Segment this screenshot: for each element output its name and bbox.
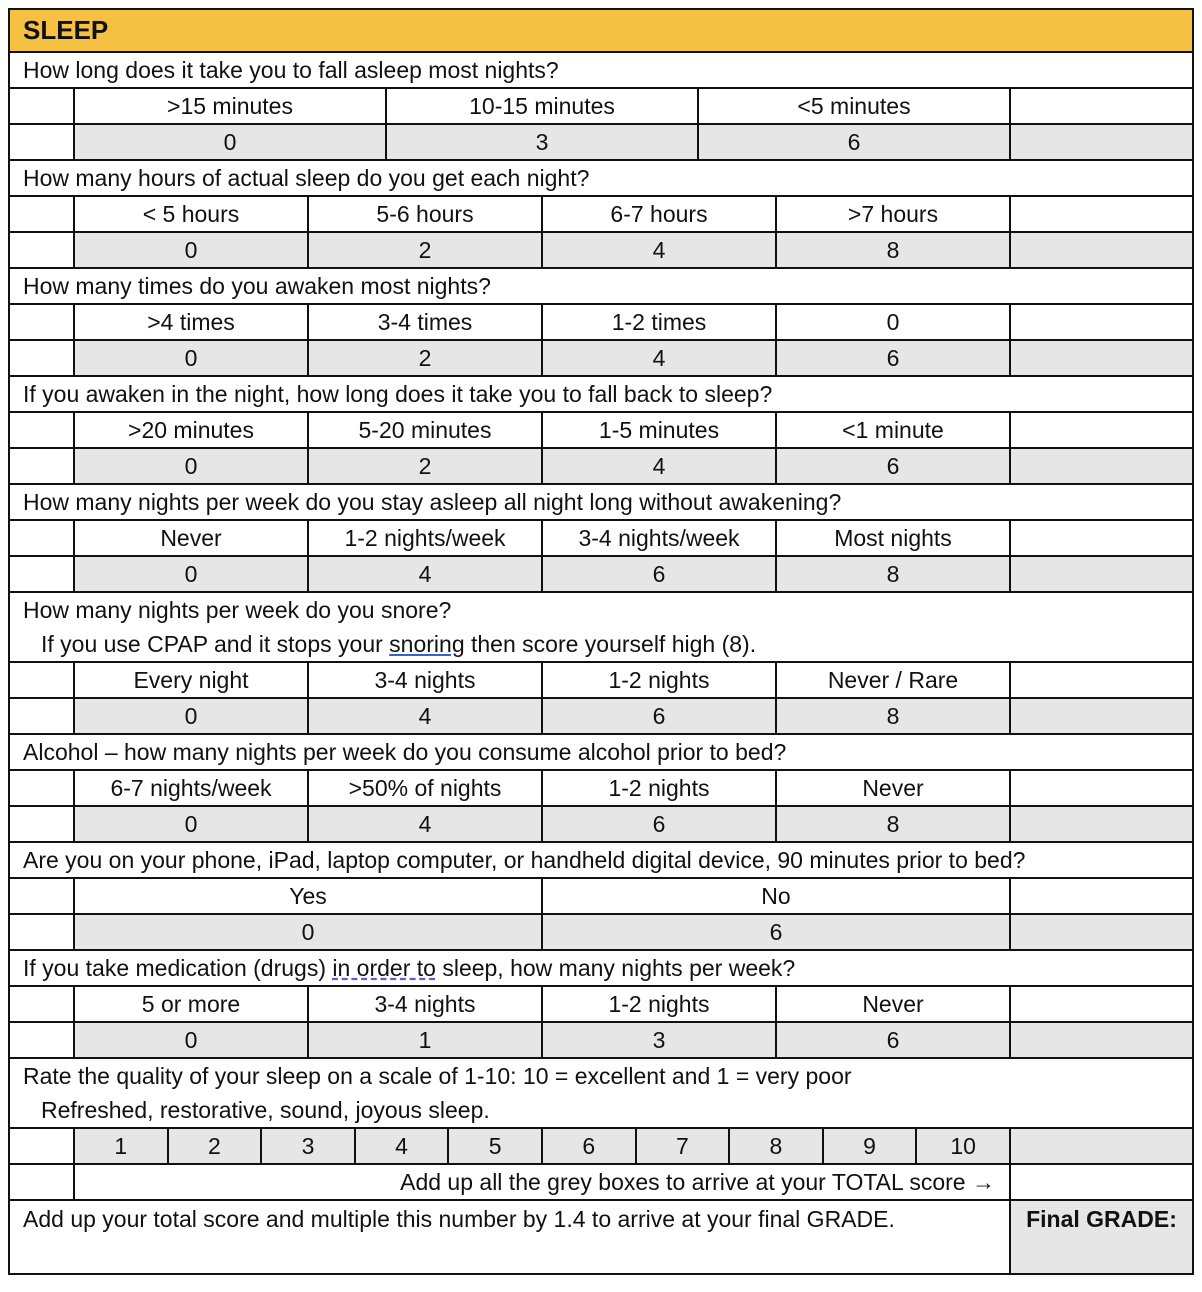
- options-group: [73, 521, 1009, 555]
- score-cell[interactable]: 0: [75, 807, 307, 841]
- spacer-cell: [10, 879, 73, 913]
- questions-container: [10, 51, 1192, 1163]
- options-row: [10, 769, 1192, 805]
- note-text-part: If you use CPAP and it stops your: [41, 631, 390, 657]
- score-cell[interactable]: 0: [75, 699, 307, 733]
- answer-option[interactable]: 6-7 hours: [541, 197, 775, 231]
- final-grade-row: [10, 1199, 1192, 1273]
- options-row: [10, 195, 1192, 231]
- total-score-input[interactable]: [1009, 1165, 1192, 1199]
- rating-option[interactable]: 5: [447, 1129, 541, 1163]
- options-group: [73, 879, 1009, 913]
- answer-option[interactable]: 0: [775, 305, 1009, 339]
- score-cell[interactable]: 6: [541, 915, 1009, 949]
- options-group: [73, 305, 1009, 339]
- score-cell[interactable]: 1: [307, 1023, 541, 1057]
- options-group: [73, 987, 1009, 1021]
- scores-row: [10, 231, 1192, 267]
- spacer-cell: [10, 413, 73, 447]
- score-cell[interactable]: 0: [75, 341, 307, 375]
- question-row: [10, 51, 1192, 87]
- score-entry-cell[interactable]: [1009, 699, 1192, 733]
- score-cell[interactable]: 0: [75, 449, 307, 483]
- rating-option[interactable]: 6: [541, 1129, 635, 1163]
- question-note: Refreshed, restorative, sound, joyous sleep.: [41, 1097, 490, 1123]
- answer-option[interactable]: Never: [775, 771, 1009, 805]
- spacer-cell: [10, 1023, 73, 1057]
- score-cell[interactable]: 6: [775, 449, 1009, 483]
- answer-option[interactable]: >50% of nights: [307, 771, 541, 805]
- question-text: Are you on your phone, iPad, laptop computer, or handheld digital device, 90 minutes prior to bed?: [23, 847, 1026, 873]
- scores-group: [73, 1023, 1009, 1057]
- score-cell[interactable]: 3: [385, 125, 697, 159]
- answer-option[interactable]: Never / Rare: [775, 663, 1009, 697]
- score-cell[interactable]: 6: [541, 807, 775, 841]
- answer-option[interactable]: 5-6 hours: [307, 197, 541, 231]
- answer-option[interactable]: 1-2 nights: [541, 771, 775, 805]
- score-cell[interactable]: 0: [75, 1023, 307, 1057]
- section-header-row: [10, 10, 1192, 51]
- score-cell[interactable]: 0: [75, 125, 385, 159]
- rating-option[interactable]: 4: [354, 1129, 448, 1163]
- grammar-underlined-text: in order to: [332, 955, 436, 981]
- answer-option[interactable]: 5 or more: [141, 991, 241, 1017]
- score-cell[interactable]: 6: [775, 1023, 1009, 1057]
- answer-option[interactable]: 6-7 nights/week: [110, 775, 272, 801]
- options-group: [73, 89, 1009, 123]
- question-row: [10, 591, 1192, 627]
- question-text: How many hours of actual sleep do you get each night?: [23, 165, 590, 191]
- answer-option[interactable]: 3-4 times: [307, 305, 541, 339]
- question-row: [10, 159, 1192, 195]
- score-entry-cell[interactable]: [1009, 557, 1192, 591]
- spacer-cell: [10, 915, 73, 949]
- spacer-cell: [10, 699, 73, 733]
- answer-option[interactable]: 1-2 nights/week: [307, 521, 541, 555]
- total-spacer-cell: [10, 1165, 73, 1199]
- score-cell[interactable]: 3: [541, 1023, 775, 1057]
- answer-entry-cell[interactable]: [1009, 879, 1192, 913]
- spellcheck-underlined-text: snoring: [389, 631, 465, 657]
- section-title: SLEEP: [10, 10, 1192, 51]
- scores-group: [73, 557, 1009, 591]
- score-entry-cell[interactable]: [1009, 449, 1192, 483]
- answer-option[interactable]: >15 minutes: [167, 93, 293, 119]
- score-entry-cell[interactable]: [1009, 1023, 1192, 1057]
- score-cell[interactable]: 4: [541, 449, 775, 483]
- options-row: [10, 519, 1192, 555]
- spacer-cell: [10, 305, 73, 339]
- spacer-cell: [10, 341, 73, 375]
- answer-option[interactable]: Never: [775, 987, 1009, 1021]
- question-row: [10, 375, 1192, 411]
- score-cell[interactable]: 6: [541, 699, 775, 733]
- scores-row: [10, 339, 1192, 375]
- score-entry-cell[interactable]: [1009, 807, 1192, 841]
- score-entry-cell[interactable]: [1009, 125, 1192, 159]
- question-row: [10, 1057, 1192, 1093]
- sleep-scoring-table: [8, 8, 1194, 1275]
- answer-entry-cell[interactable]: [1009, 89, 1192, 123]
- spacer-cell: [10, 987, 73, 1021]
- rating-option[interactable]: 2: [167, 1129, 261, 1163]
- question-row: [10, 841, 1192, 877]
- spacer-cell: [10, 521, 73, 555]
- spacer-cell: [10, 89, 73, 123]
- final-grade-label: Final GRADE:: [1026, 1206, 1177, 1232]
- answer-option[interactable]: 3-4 nights: [307, 987, 541, 1021]
- spacer-cell: [10, 197, 73, 231]
- answer-option[interactable]: < 5 hours: [142, 201, 240, 227]
- note-text-part: then score yourself high (8).: [464, 631, 757, 657]
- score-entry-cell[interactable]: [1009, 341, 1192, 375]
- rating-option[interactable]: 9: [822, 1129, 916, 1163]
- rating-option[interactable]: 3: [260, 1129, 354, 1163]
- question-text: If you awaken in the night, how long does it take you to fall back to sleep?: [23, 381, 773, 407]
- question-text-part: If you take medication (drugs): [23, 955, 333, 981]
- options-group: [73, 197, 1009, 231]
- answer-option[interactable]: <5 minutes: [697, 89, 1009, 123]
- score-cell[interactable]: 8: [775, 807, 1009, 841]
- spacer-cell: [10, 125, 73, 159]
- options-row: [10, 411, 1192, 447]
- scores-row: [10, 123, 1192, 159]
- scores-group: [73, 807, 1009, 841]
- answer-entry-cell[interactable]: [1009, 987, 1192, 1021]
- question-note-row: [10, 1093, 1192, 1127]
- score-cell[interactable]: 4: [307, 699, 541, 733]
- scores-row: [10, 1021, 1192, 1057]
- answer-option[interactable]: Every night: [133, 667, 249, 693]
- score-cell[interactable]: 2: [307, 233, 541, 267]
- rating-entry-cell[interactable]: [1009, 1129, 1192, 1163]
- answer-option[interactable]: >7 hours: [775, 197, 1009, 231]
- rating-scale-row: [10, 1127, 1192, 1163]
- answer-option[interactable]: 1-2 times: [541, 305, 775, 339]
- answer-entry-cell[interactable]: [1009, 663, 1192, 697]
- answer-option[interactable]: >20 minutes: [128, 417, 254, 443]
- answer-entry-cell[interactable]: [1009, 413, 1192, 447]
- answer-entry-cell[interactable]: [1009, 521, 1192, 555]
- spacer-cell: [10, 663, 73, 697]
- answer-option[interactable]: 5-20 minutes: [307, 413, 541, 447]
- answer-option[interactable]: 3-4 nights: [307, 663, 541, 697]
- question-text: How many nights per week do you stay asleep all night long without awakening?: [23, 489, 842, 515]
- scores-group: [73, 449, 1009, 483]
- question-text: [10, 951, 1192, 985]
- answer-option[interactable]: 3-4 nights/week: [541, 521, 775, 555]
- rating-option[interactable]: 8: [728, 1129, 822, 1163]
- score-cell[interactable]: 4: [307, 807, 541, 841]
- question-note-row: [10, 627, 1192, 661]
- answer-option[interactable]: Most nights: [775, 521, 1009, 555]
- answer-entry-cell[interactable]: [1009, 771, 1192, 805]
- scores-row: [10, 447, 1192, 483]
- answer-option[interactable]: Never: [160, 525, 222, 551]
- score-entry-cell[interactable]: [1009, 915, 1192, 949]
- total-label-text: Add up all the grey boxes to arrive at your TOTAL score: [400, 1169, 966, 1195]
- rating-option[interactable]: 7: [635, 1129, 729, 1163]
- scores-row: [10, 913, 1192, 949]
- question-row: [10, 949, 1192, 985]
- rating-option[interactable]: 1: [75, 1129, 167, 1163]
- spacer-cell: [10, 807, 73, 841]
- score-cell[interactable]: 0: [75, 233, 307, 267]
- scores-row: [10, 697, 1192, 733]
- scores-group: [73, 341, 1009, 375]
- score-cell[interactable]: 4: [307, 557, 541, 591]
- answer-entry-cell[interactable]: [1009, 305, 1192, 339]
- options-group: [73, 771, 1009, 805]
- question-row: [10, 733, 1192, 769]
- scores-row: [10, 555, 1192, 591]
- score-cell[interactable]: 0: [75, 915, 541, 949]
- scores-group: [73, 125, 1009, 159]
- options-group: [73, 413, 1009, 447]
- options-row: [10, 985, 1192, 1021]
- spacer-cell: [10, 771, 73, 805]
- options-row: [10, 87, 1192, 123]
- final-grade-cell[interactable]: [1009, 1201, 1192, 1273]
- score-cell[interactable]: 8: [775, 233, 1009, 267]
- answer-option[interactable]: <1 minute: [775, 413, 1009, 447]
- question-text: How many nights per week do you snore?: [23, 597, 452, 623]
- score-cell[interactable]: 0: [75, 557, 307, 591]
- score-cell[interactable]: 6: [775, 341, 1009, 375]
- rating-scale-group: [73, 1129, 1009, 1163]
- question-row: [10, 483, 1192, 519]
- answer-option[interactable]: >4 times: [147, 309, 235, 335]
- score-cell[interactable]: 8: [775, 557, 1009, 591]
- answer-option[interactable]: 1-2 nights: [541, 987, 775, 1021]
- score-cell[interactable]: 4: [541, 341, 775, 375]
- score-cell[interactable]: 6: [541, 557, 775, 591]
- answer-option[interactable]: 1-2 nights: [541, 663, 775, 697]
- score-cell[interactable]: 2: [307, 341, 541, 375]
- question-text-part: sleep, how many nights per week?: [435, 955, 796, 981]
- scores-row: [10, 805, 1192, 841]
- answer-option[interactable]: 1-5 minutes: [541, 413, 775, 447]
- answer-option[interactable]: 10-15 minutes: [385, 89, 697, 123]
- final-instruction: Add up your total score and multiple this number by 1.4 to arrive at your final GRADE.: [23, 1206, 895, 1232]
- spacer-cell: [10, 233, 73, 267]
- rating-option[interactable]: 10: [915, 1129, 1009, 1163]
- spacer-cell: [10, 1129, 73, 1163]
- scores-group: [73, 699, 1009, 733]
- options-row: [10, 661, 1192, 697]
- question-text: How many times do you awaken most nights?: [23, 273, 491, 299]
- score-entry-cell[interactable]: [1009, 233, 1192, 267]
- question-text: How long does it take you to fall asleep most nights?: [23, 57, 559, 83]
- answer-option[interactable]: No: [541, 879, 1009, 913]
- answer-entry-cell[interactable]: [1009, 197, 1192, 231]
- question-text: Alcohol – how many nights per week do you consume alcohol prior to bed?: [23, 739, 787, 765]
- score-cell[interactable]: 4: [541, 233, 775, 267]
- score-cell[interactable]: 6: [697, 125, 1009, 159]
- question-note: [10, 627, 1192, 661]
- scores-group: [73, 233, 1009, 267]
- total-instruction: [73, 1165, 1009, 1199]
- options-row: [10, 877, 1192, 913]
- total-row: [10, 1163, 1192, 1199]
- question-row: [10, 267, 1192, 303]
- scores-group: [73, 915, 1009, 949]
- score-cell[interactable]: 8: [775, 699, 1009, 733]
- options-group: [73, 663, 1009, 697]
- question-text: Rate the quality of your sleep on a scale of 1-10: 10 = excellent and 1 = very poor: [23, 1063, 852, 1089]
- answer-option[interactable]: Yes: [289, 883, 327, 909]
- options-row: [10, 303, 1192, 339]
- score-cell[interactable]: 2: [307, 449, 541, 483]
- spacer-cell: [10, 557, 73, 591]
- spacer-cell: [10, 449, 73, 483]
- arrow-right-icon: →: [972, 1169, 995, 1195]
